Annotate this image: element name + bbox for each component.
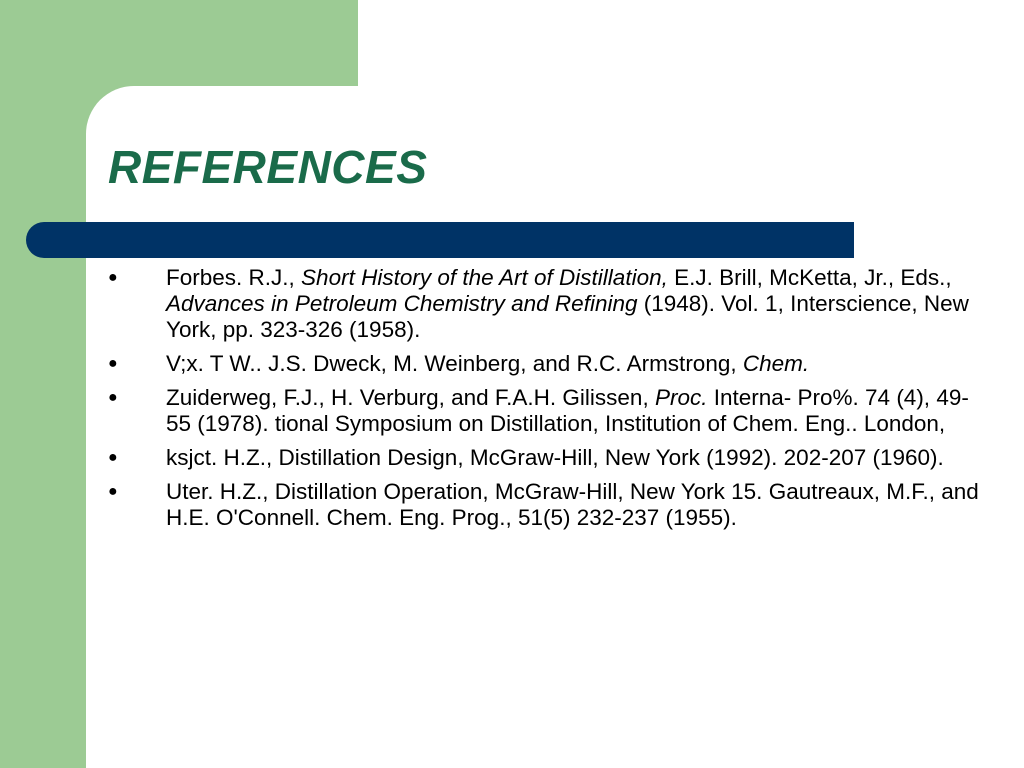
reference-list xyxy=(104,265,984,539)
reference-item xyxy=(104,351,984,377)
bullet-icon: ● xyxy=(108,355,118,372)
reference-text: Zuiderweg, F.J., H. Verburg, and F.A.H. Gilissen, xyxy=(166,385,655,410)
reference-italic-text: Chem. xyxy=(742,351,810,376)
slide-title: REFERENCES xyxy=(108,141,428,193)
bullet-icon: ● xyxy=(108,449,118,466)
reference-italic-text: Advances in Petroleum Chemistry and Refining xyxy=(166,291,638,316)
title-divider-bar xyxy=(26,222,854,258)
reference-item xyxy=(104,265,984,343)
reference-text: Uter. H.Z., Distillation Operation, McGraw-Hill, New York 15. Gautreaux, M.F., and H.E. O'Connell. Chem. Eng. Prog., 51(5) 232-237 (1955). xyxy=(166,479,979,530)
reference-text: V;x. T W.. J.S. Dweck, M. Weinberg, and R.C. Armstrong, xyxy=(166,351,743,376)
reference-text: E.J. Brill, McKetta, Jr., Eds., xyxy=(667,265,952,290)
reference-item xyxy=(104,445,984,471)
bullet-icon: ● xyxy=(108,483,118,500)
reference-text: ksjct. H.Z., Distillation Design, McGraw-Hill, New York (1992). 202-207 (1960). xyxy=(166,445,944,470)
bullet-icon: ● xyxy=(108,389,118,406)
bullet-icon: ● xyxy=(108,269,118,286)
reference-item xyxy=(104,479,984,531)
reference-text: Interna- Pro%. 74 (4), 49-55 (1978). tional Symposium on Distillation, Institution of Chem. Eng.. London, xyxy=(166,385,969,436)
reference-italic-text: Proc. xyxy=(654,385,708,410)
reference-text: Forbes. R.J., xyxy=(166,265,302,290)
reference-item xyxy=(104,385,984,437)
reference-italic-text: Short History of the Art of Distillation, xyxy=(301,265,668,290)
reference-text: (1948). Vol. 1, Interscience, New York, pp. 323-326 (1958). xyxy=(166,291,969,342)
